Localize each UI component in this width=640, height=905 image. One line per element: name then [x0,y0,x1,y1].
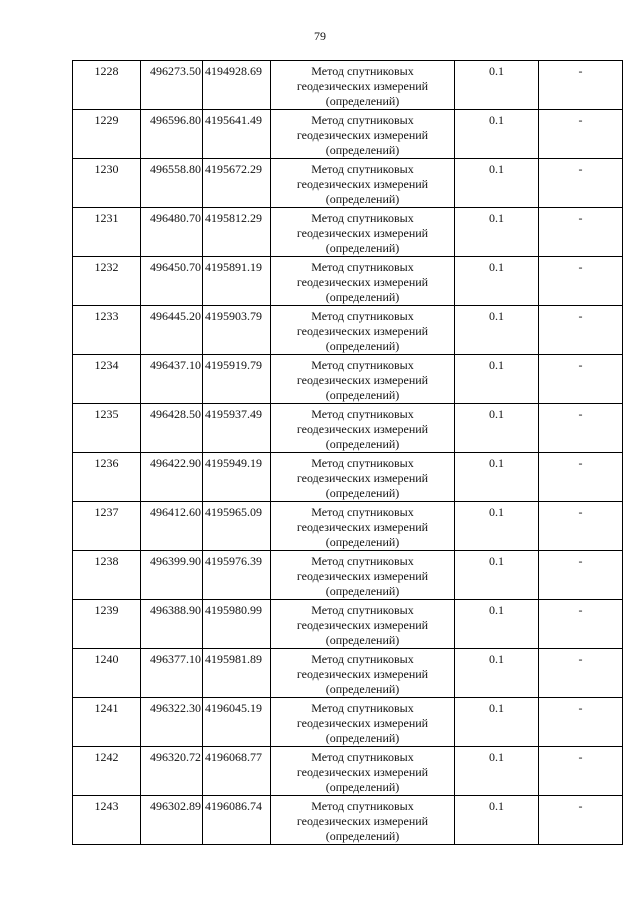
method-cell: Метод спутниковых геодезических измерений (определений) [271,747,455,796]
extra-cell: - [539,796,623,845]
x-coordinate-cell: 496480.70 [141,208,203,257]
accuracy-cell: 0.1 [455,306,539,355]
accuracy-cell: 0.1 [455,747,539,796]
extra-cell: - [539,257,623,306]
point-number-cell: 1240 [73,649,141,698]
accuracy-cell: 0.1 [455,355,539,404]
table-row [73,208,623,257]
accuracy-cell: 0.1 [455,61,539,110]
extra-cell: - [539,747,623,796]
point-number-cell: 1237 [73,502,141,551]
table-row [73,110,623,159]
extra-cell: - [539,355,623,404]
y-coordinate-cell: 4195891.19 [203,257,271,306]
method-cell: Метод спутниковых геодезических измерений (определений) [271,257,455,306]
accuracy-cell: 0.1 [455,502,539,551]
extra-cell: - [539,453,623,502]
table-row [73,796,623,845]
y-coordinate-cell: 4195980.99 [203,600,271,649]
coordinates-table-body [73,61,623,845]
x-coordinate-cell: 496450.70 [141,257,203,306]
x-coordinate-cell: 496445.20 [141,306,203,355]
accuracy-cell: 0.1 [455,453,539,502]
page-number: 79 [314,29,326,43]
point-number-cell: 1242 [73,747,141,796]
x-coordinate-cell: 496377.10 [141,649,203,698]
table-row [73,649,623,698]
table-row [73,600,623,649]
extra-cell: - [539,306,623,355]
table-row [73,61,623,110]
extra-cell: - [539,600,623,649]
x-coordinate-cell: 496428.50 [141,404,203,453]
method-cell: Метод спутниковых геодезических измерений (определений) [271,551,455,600]
method-cell: Метод спутниковых геодезических измерений (определений) [271,796,455,845]
point-number-cell: 1230 [73,159,141,208]
method-cell: Метод спутниковых геодезических измерений (определений) [271,159,455,208]
accuracy-cell: 0.1 [455,551,539,600]
point-number-cell: 1229 [73,110,141,159]
extra-cell: - [539,649,623,698]
x-coordinate-cell: 496399.90 [141,551,203,600]
x-coordinate-cell: 496422.90 [141,453,203,502]
extra-cell: - [539,208,623,257]
method-cell: Метод спутниковых геодезических измерений (определений) [271,649,455,698]
extra-cell: - [539,404,623,453]
x-coordinate-cell: 496388.90 [141,600,203,649]
method-cell: Метод спутниковых геодезических измерений (определений) [271,600,455,649]
accuracy-cell: 0.1 [455,110,539,159]
method-cell: Метод спутниковых геодезических измерений (определений) [271,404,455,453]
extra-cell: - [539,502,623,551]
coordinates-table [72,60,623,845]
point-number-cell: 1235 [73,404,141,453]
x-coordinate-cell: 496558.80 [141,159,203,208]
point-number-cell: 1236 [73,453,141,502]
table-row [73,502,623,551]
y-coordinate-cell: 4195672.29 [203,159,271,208]
method-cell: Метод спутниковых геодезических измерений (определений) [271,61,455,110]
y-coordinate-cell: 4195949.19 [203,453,271,502]
y-coordinate-cell: 4195641.49 [203,110,271,159]
method-cell: Метод спутниковых геодезических измерений (определений) [271,698,455,747]
x-coordinate-cell: 496273.50 [141,61,203,110]
x-coordinate-cell: 496302.89 [141,796,203,845]
method-cell: Метод спутниковых геодезических измерений (определений) [271,110,455,159]
accuracy-cell: 0.1 [455,257,539,306]
point-number-cell: 1232 [73,257,141,306]
x-coordinate-cell: 496322.30 [141,698,203,747]
method-cell: Метод спутниковых геодезических измерений (определений) [271,502,455,551]
extra-cell: - [539,551,623,600]
point-number-cell: 1243 [73,796,141,845]
point-number-cell: 1233 [73,306,141,355]
y-coordinate-cell: 4195965.09 [203,502,271,551]
x-coordinate-cell: 496320.72 [141,747,203,796]
extra-cell: - [539,61,623,110]
point-number-cell: 1241 [73,698,141,747]
table-row [73,698,623,747]
y-coordinate-cell: 4195903.79 [203,306,271,355]
extra-cell: - [539,698,623,747]
y-coordinate-cell: 4194928.69 [203,61,271,110]
table-row [73,159,623,208]
table-row [73,747,623,796]
accuracy-cell: 0.1 [455,796,539,845]
table-row [73,355,623,404]
y-coordinate-cell: 4195976.39 [203,551,271,600]
x-coordinate-cell: 496437.10 [141,355,203,404]
extra-cell: - [539,110,623,159]
accuracy-cell: 0.1 [455,208,539,257]
accuracy-cell: 0.1 [455,404,539,453]
y-coordinate-cell: 4195919.79 [203,355,271,404]
point-number-cell: 1238 [73,551,141,600]
table-row [73,404,623,453]
accuracy-cell: 0.1 [455,698,539,747]
table-row [73,306,623,355]
accuracy-cell: 0.1 [455,600,539,649]
table-row [73,453,623,502]
x-coordinate-cell: 496412.60 [141,502,203,551]
y-coordinate-cell: 4196045.19 [203,698,271,747]
extra-cell: - [539,159,623,208]
method-cell: Метод спутниковых геодезических измерений (определений) [271,355,455,404]
x-coordinate-cell: 496596.80 [141,110,203,159]
y-coordinate-cell: 4195981.89 [203,649,271,698]
point-number-cell: 1239 [73,600,141,649]
y-coordinate-cell: 4196068.77 [203,747,271,796]
y-coordinate-cell: 4195812.29 [203,208,271,257]
point-number-cell: 1228 [73,61,141,110]
table-row [73,551,623,600]
method-cell: Метод спутниковых геодезических измерений (определений) [271,453,455,502]
accuracy-cell: 0.1 [455,649,539,698]
point-number-cell: 1234 [73,355,141,404]
point-number-cell: 1231 [73,208,141,257]
table-row [73,257,623,306]
accuracy-cell: 0.1 [455,159,539,208]
method-cell: Метод спутниковых геодезических измерений (определений) [271,306,455,355]
y-coordinate-cell: 4196086.74 [203,796,271,845]
method-cell: Метод спутниковых геодезических измерений (определений) [271,208,455,257]
y-coordinate-cell: 4195937.49 [203,404,271,453]
